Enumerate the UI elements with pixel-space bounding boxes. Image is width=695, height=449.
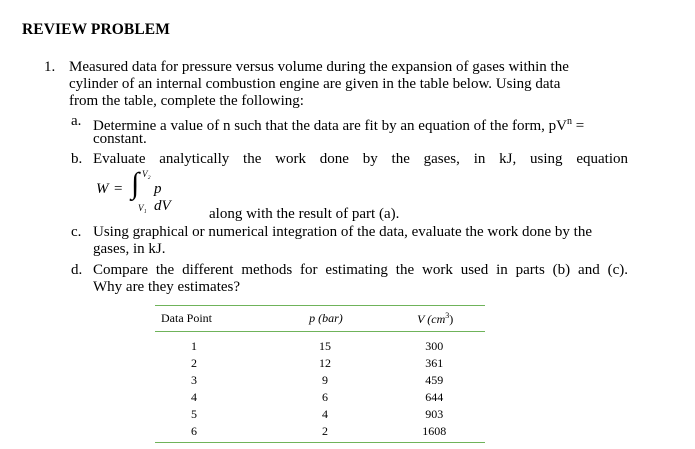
header-pressure (267, 306, 384, 332)
page-heading: REVIEW PROBLEM (22, 21, 170, 38)
cell-pressure: 4 (321, 407, 328, 421)
cell-data-point: 1 (191, 339, 197, 353)
part-b-line-1: Evaluate analytically the work done by the gases, in kJ, using equation (93, 151, 628, 167)
table-row (155, 332, 485, 356)
cell-volume: 903 (425, 407, 444, 421)
header-volume-exponent: 3 (445, 310, 450, 320)
header-volume (383, 306, 485, 332)
cell-pressure: 15 (318, 339, 331, 353)
header-volume-label: V (cm (417, 311, 446, 326)
integral-sign: ∫ (131, 167, 140, 200)
intro-line-2: cylinder of an internal combustion engine are given in the table below. Using data (69, 76, 561, 92)
part-a-line-2: constant. (93, 131, 147, 147)
part-b-letter: b. (71, 151, 83, 167)
part-a-exponent: n (567, 116, 572, 127)
problem-number: 1. (44, 59, 56, 75)
cell-volume: 300 (425, 339, 444, 353)
part-a-text: Determine a value of n such that the data are fit by an equation of the form, pV (93, 118, 567, 134)
cell-data-point: 5 (191, 407, 197, 421)
part-c-letter: c. (71, 224, 82, 240)
data-table (155, 305, 485, 443)
cell-pressure: 6 (321, 390, 328, 404)
part-c-line-1: Using graphical or numerical integration of the data, evaluate the work done by the (93, 224, 592, 240)
cell-pressure: 2 (267, 423, 384, 443)
part-a-equals: = (572, 118, 585, 134)
part-d-line-2: Why are they estimates? (93, 279, 241, 295)
part-d-letter: d. (71, 262, 83, 278)
intro-line-1: Measured data for pressure versus volume during the expansion of gases within the (69, 59, 569, 75)
cell-data-point: 6 (155, 423, 267, 443)
cell-data-point: 4 (191, 390, 197, 404)
part-a-letter: a. (71, 113, 82, 129)
cell-volume: 644 (425, 390, 444, 404)
integrand: p dV (154, 181, 171, 214)
table-header-row (155, 306, 485, 332)
part-a-line-1 (93, 113, 584, 135)
equation-equals: = (114, 181, 123, 197)
table-row (155, 423, 485, 443)
table-row (155, 406, 485, 423)
cell-pressure: 9 (321, 373, 328, 387)
table-row (155, 389, 485, 406)
part-c-line-2: gases, in kJ. (93, 241, 166, 257)
cell-pressure: 12 (318, 356, 331, 370)
header-data-point: Data Point (155, 306, 267, 332)
table-row (155, 355, 485, 372)
cell-volume: 1608 (383, 423, 485, 443)
part-d-line-1: Compare the different methods for estimating the work used in parts (b) and (c). (93, 262, 628, 278)
integral-upper-limit: V₂ (142, 169, 151, 179)
part-b-line-2: along with the result of part (a). (209, 206, 400, 222)
header-pressure-label: p (bar) (309, 311, 343, 325)
table-row (155, 372, 485, 389)
cell-data-point: 2 (191, 356, 197, 370)
cell-data-point: 3 (191, 373, 197, 387)
intro-line-3: from the table, complete the following: (69, 93, 304, 109)
equation-lhs: W (96, 181, 109, 197)
cell-volume: 459 (425, 373, 444, 387)
header-volume-close: ) (449, 311, 454, 326)
cell-volume: 361 (425, 356, 444, 370)
integral-lower-limit: V₁ (138, 203, 147, 213)
